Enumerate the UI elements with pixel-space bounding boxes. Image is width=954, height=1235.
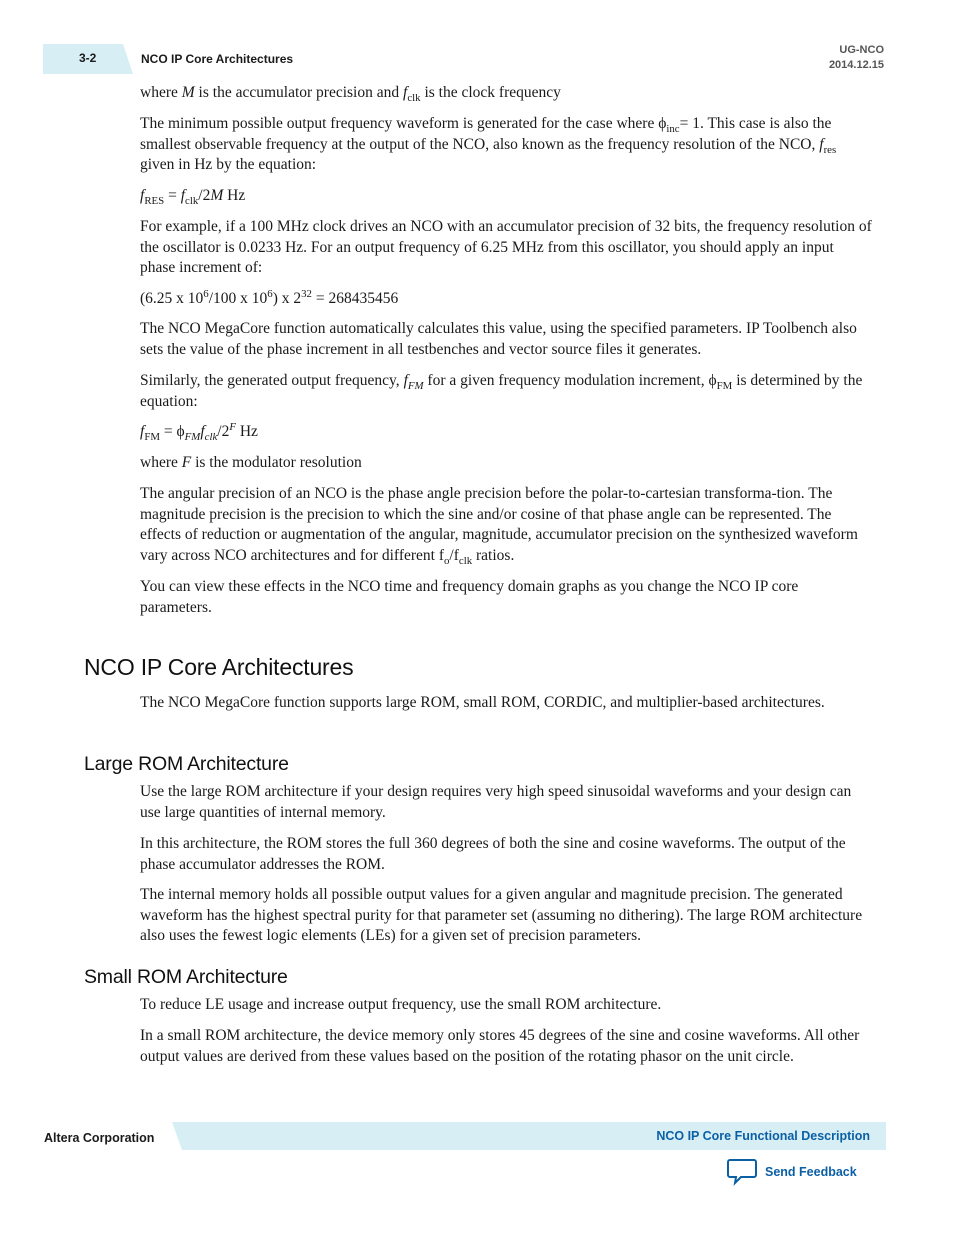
para-arch-intro: The NCO MegaCore function supports large ROM, small ROM, CORDIC, and multiplier-based architectures. xyxy=(140,694,825,711)
para-small-rom-2: In a small ROM architecture, the device memory only stores 45 degrees of the sine and cosine waveforms. All other output values are derived from these values based on the position of the rotating phasor on the unit circle. xyxy=(140,1027,860,1065)
send-feedback-link[interactable] xyxy=(727,1158,857,1186)
para-large-rom-1: Use the large ROM architecture if your design requires very high speed sinusoidal waveforms and your design can use large quantities of internal memory. xyxy=(140,783,852,821)
doc-date: 2014.12.15 xyxy=(828,59,884,71)
para-auto-calc: The NCO MegaCore function automatically calculates this value, using the specified parameters. IP Toolbench also sets the value of the phase increment in all testbenches and vector source files it generates. xyxy=(140,320,857,358)
heading-large-rom: Large ROM Architecture xyxy=(84,753,289,775)
para-view-effects: You can view these effects in the NCO time and frequency domain graphs as you change the NCO IP core parameters. xyxy=(140,578,799,616)
para-min-frequency: The minimum possible output frequency waveform is generated for the case where $\phi_{inc}= 1$. This case is also the smallest observable frequency at the output of the NCO, also known as the frequency resolution of the NCO, $f_{res}$ given in Hz by the equation: xyxy=(140,115,837,174)
para-fm-frequency: Similarly, the generated output frequency, $f_{FM}$ for a given frequency modulation increment, $\phi_{FM}$ is determined by the equation: xyxy=(140,372,863,410)
footer-doc-title-link[interactable]: NCO IP Core Functional Description xyxy=(656,1129,870,1143)
para-modulator-note: where F is the modulator resolution xyxy=(140,454,362,471)
heading-small-rom: Small ROM Architecture xyxy=(84,966,288,988)
doc-id: UG-NCO xyxy=(839,44,884,56)
equation-fres: $f_{RES} = f_{clk}/2M$ Hz xyxy=(140,187,246,208)
speech-bubble-icon xyxy=(727,1158,757,1186)
para-large-rom-3: The internal memory holds all possible output values for a given angular and magnitude precision. The generated waveform has the highest spectral purity for that parameter set (assuming no dithering). The large ROM architecture also uses the fewest logic elements (LEs) for a given set of precision parameters. xyxy=(140,886,863,945)
doc-info xyxy=(829,43,884,73)
running-section-title: NCO IP Core Architectures xyxy=(141,52,294,66)
para-example: For example, if a 100 MHz clock drives an NCO with an accumulator precision of 32 bits, the frequency resolution of the oscillator is 0.0233 Hz. For an output frequency of 6.25 MHz from this oscillator, you should apply an input phase increment of: xyxy=(140,218,872,277)
send-feedback-label[interactable]: Send Feedback xyxy=(765,1165,857,1179)
para-small-rom-1: To reduce LE usage and increase output frequency, use the small ROM architecture. xyxy=(140,996,662,1013)
para-large-rom-2: In this architecture, the ROM stores the full 360 degrees of both the sine and cosine waveforms. The output of the phase accumulator addresses the ROM. xyxy=(140,835,846,873)
para-accumulator-note: where M is the accumulator precision and $f_{clk}$ is the clock frequency xyxy=(140,84,561,105)
page-number: 3-2 xyxy=(79,51,97,65)
footer-company: Altera Corporation xyxy=(44,1131,155,1145)
equation-ffm: $f_{FM} = \phi_{FM}f_{clk}/2^F$ Hz xyxy=(140,420,258,444)
para-angular-precision: The angular precision of an NCO is the phase angle precision before the polar-to-cartesian transforma-tion. The magnitude precision is the precision to which the sine and/or cosine of that phase angle can be represented. The effects of reduction or augmentation of the angular, magnitude, accumulator precision on the synthesized waveform vary across NCO architectures and for different $f_o/f_{clk}$ ratios. xyxy=(140,485,858,568)
heading-nco-architectures: NCO IP Core Architectures xyxy=(84,654,354,680)
equation-phase-increment: (6.25 x $10^6/100$ x $10^6$) x $2^{32} = 268435456$ xyxy=(140,287,399,307)
